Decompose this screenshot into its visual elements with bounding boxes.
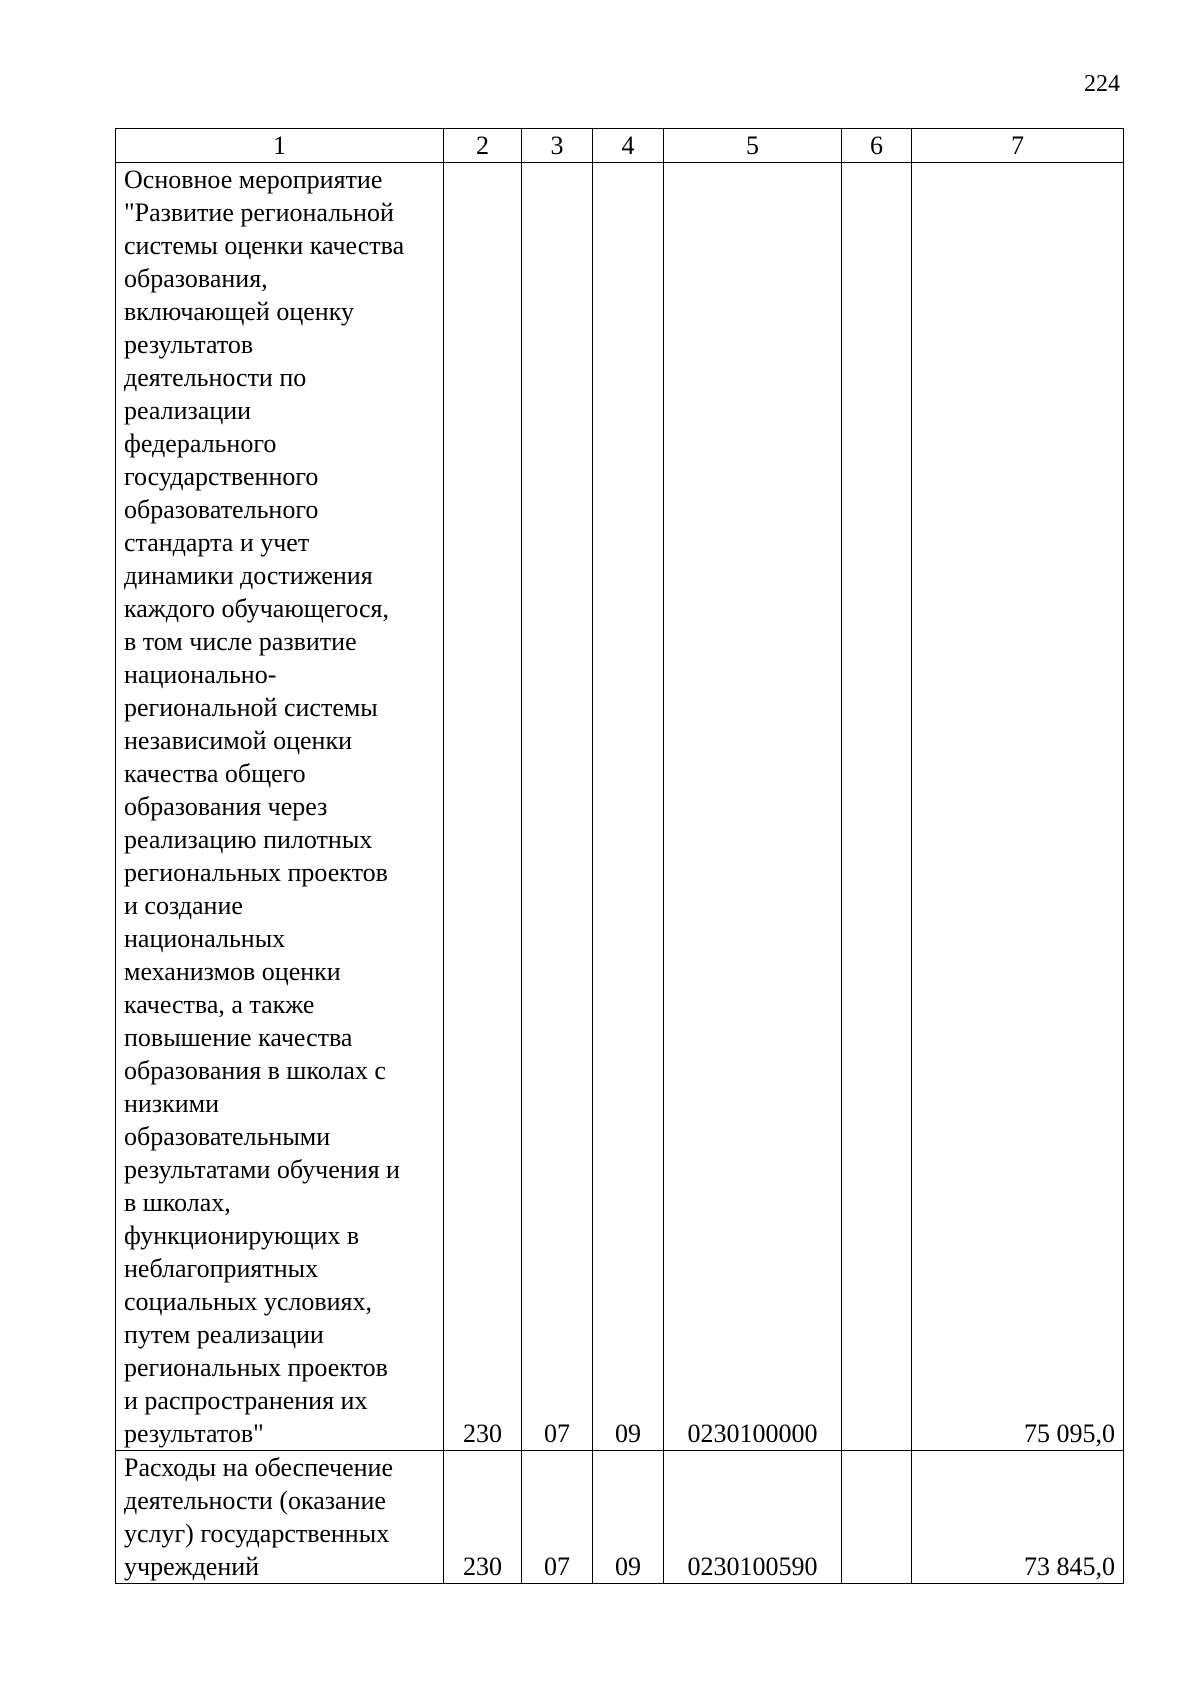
cell-col2: 230: [444, 163, 522, 1451]
row-name-line: в школах,: [124, 1188, 231, 1217]
row-name-line: результатов": [124, 1419, 264, 1448]
row-name-line: учреждений: [124, 1552, 260, 1581]
row-name-line: системы оценки качества: [124, 231, 405, 260]
row-name-line: динамики достижения: [124, 561, 373, 590]
row-name-line: реализации: [124, 396, 252, 425]
table-row: [116, 163, 1124, 1451]
cell-col4: 09: [593, 163, 664, 1451]
row-name-line: неблагоприятных: [124, 1254, 319, 1283]
row-name-line: государственного: [124, 462, 319, 491]
row-name-line: каждого обучающегося,: [124, 594, 389, 623]
row-name-line: в том числе развитие: [124, 627, 357, 656]
row-name-cell: [116, 1451, 444, 1584]
cell-col3: 07: [522, 1451, 593, 1584]
row-name-line: образования через: [124, 792, 328, 821]
row-name-line: региональной системы: [124, 693, 378, 722]
row-name-line: результатов: [124, 330, 254, 359]
row-name-line: качества общего: [124, 759, 306, 788]
row-name-line: региональных проектов: [124, 858, 388, 887]
row-name-line: услуг) государственных: [124, 1519, 390, 1548]
row-name-line: результатами обучения и: [124, 1155, 400, 1184]
table-row: [116, 1451, 1124, 1584]
column-header-5: 5: [664, 129, 842, 163]
row-name-line: деятельности (оказание: [124, 1486, 386, 1515]
row-name-line: независимой оценки: [124, 726, 353, 755]
cell-col2: 230: [444, 1451, 522, 1584]
cell-col5: 0230100590: [664, 1451, 842, 1584]
row-name-line: путем реализации: [124, 1320, 324, 1349]
column-header-1: 1: [116, 129, 444, 163]
header-row: [116, 129, 1124, 163]
row-name-line: стандарта и учет: [124, 528, 310, 557]
budget-table: [115, 128, 1124, 1584]
cell-col4: 09: [593, 1451, 664, 1584]
cell-col5: 0230100000: [664, 163, 842, 1451]
row-name-line: реализацию пилотных: [124, 825, 373, 854]
row-name-line: включающей оценку: [124, 297, 354, 326]
cell-col3: 07: [522, 163, 593, 1451]
row-name-line: деятельности по: [124, 363, 307, 392]
row-name-line: национальных: [124, 924, 286, 953]
row-name-line: "Развитие региональной: [124, 198, 394, 227]
row-name-line: образования в школах с: [124, 1056, 386, 1085]
row-name-line: федерального: [124, 429, 277, 458]
column-header-2: 2: [444, 129, 522, 163]
row-name-line: и распространения их: [124, 1386, 368, 1415]
row-name-line: функционирующих в: [124, 1221, 360, 1250]
cell-col6: [842, 1451, 912, 1584]
row-name-line: образования,: [124, 264, 268, 293]
row-name-line: низкими: [124, 1089, 220, 1118]
row-name-line: социальных условиях,: [124, 1287, 373, 1316]
page-number: 224: [1084, 71, 1120, 97]
column-header-6: 6: [842, 129, 912, 163]
row-name-line: механизмов оценки: [124, 957, 341, 986]
row-name-line: региональных проектов: [124, 1353, 388, 1382]
cell-col7: 73 845,0: [912, 1451, 1124, 1584]
column-header-4: 4: [593, 129, 664, 163]
row-name-line: качества, а также: [124, 990, 315, 1019]
row-name-line: повышение качества: [124, 1023, 353, 1052]
row-name-line: национально-: [124, 660, 277, 689]
cell-col6: [842, 163, 912, 1451]
cell-col7: 75 095,0: [912, 163, 1124, 1451]
column-header-3: 3: [522, 129, 593, 163]
column-header-7: 7: [912, 129, 1124, 163]
row-name-line: Основное мероприятие: [124, 165, 383, 194]
row-name-line: образовательного: [124, 495, 319, 524]
row-name-line: и создание: [124, 891, 243, 920]
row-name-cell: [116, 163, 444, 1451]
row-name-line: образовательными: [124, 1122, 331, 1151]
row-name-line: Расходы на обеспечение: [124, 1453, 394, 1482]
